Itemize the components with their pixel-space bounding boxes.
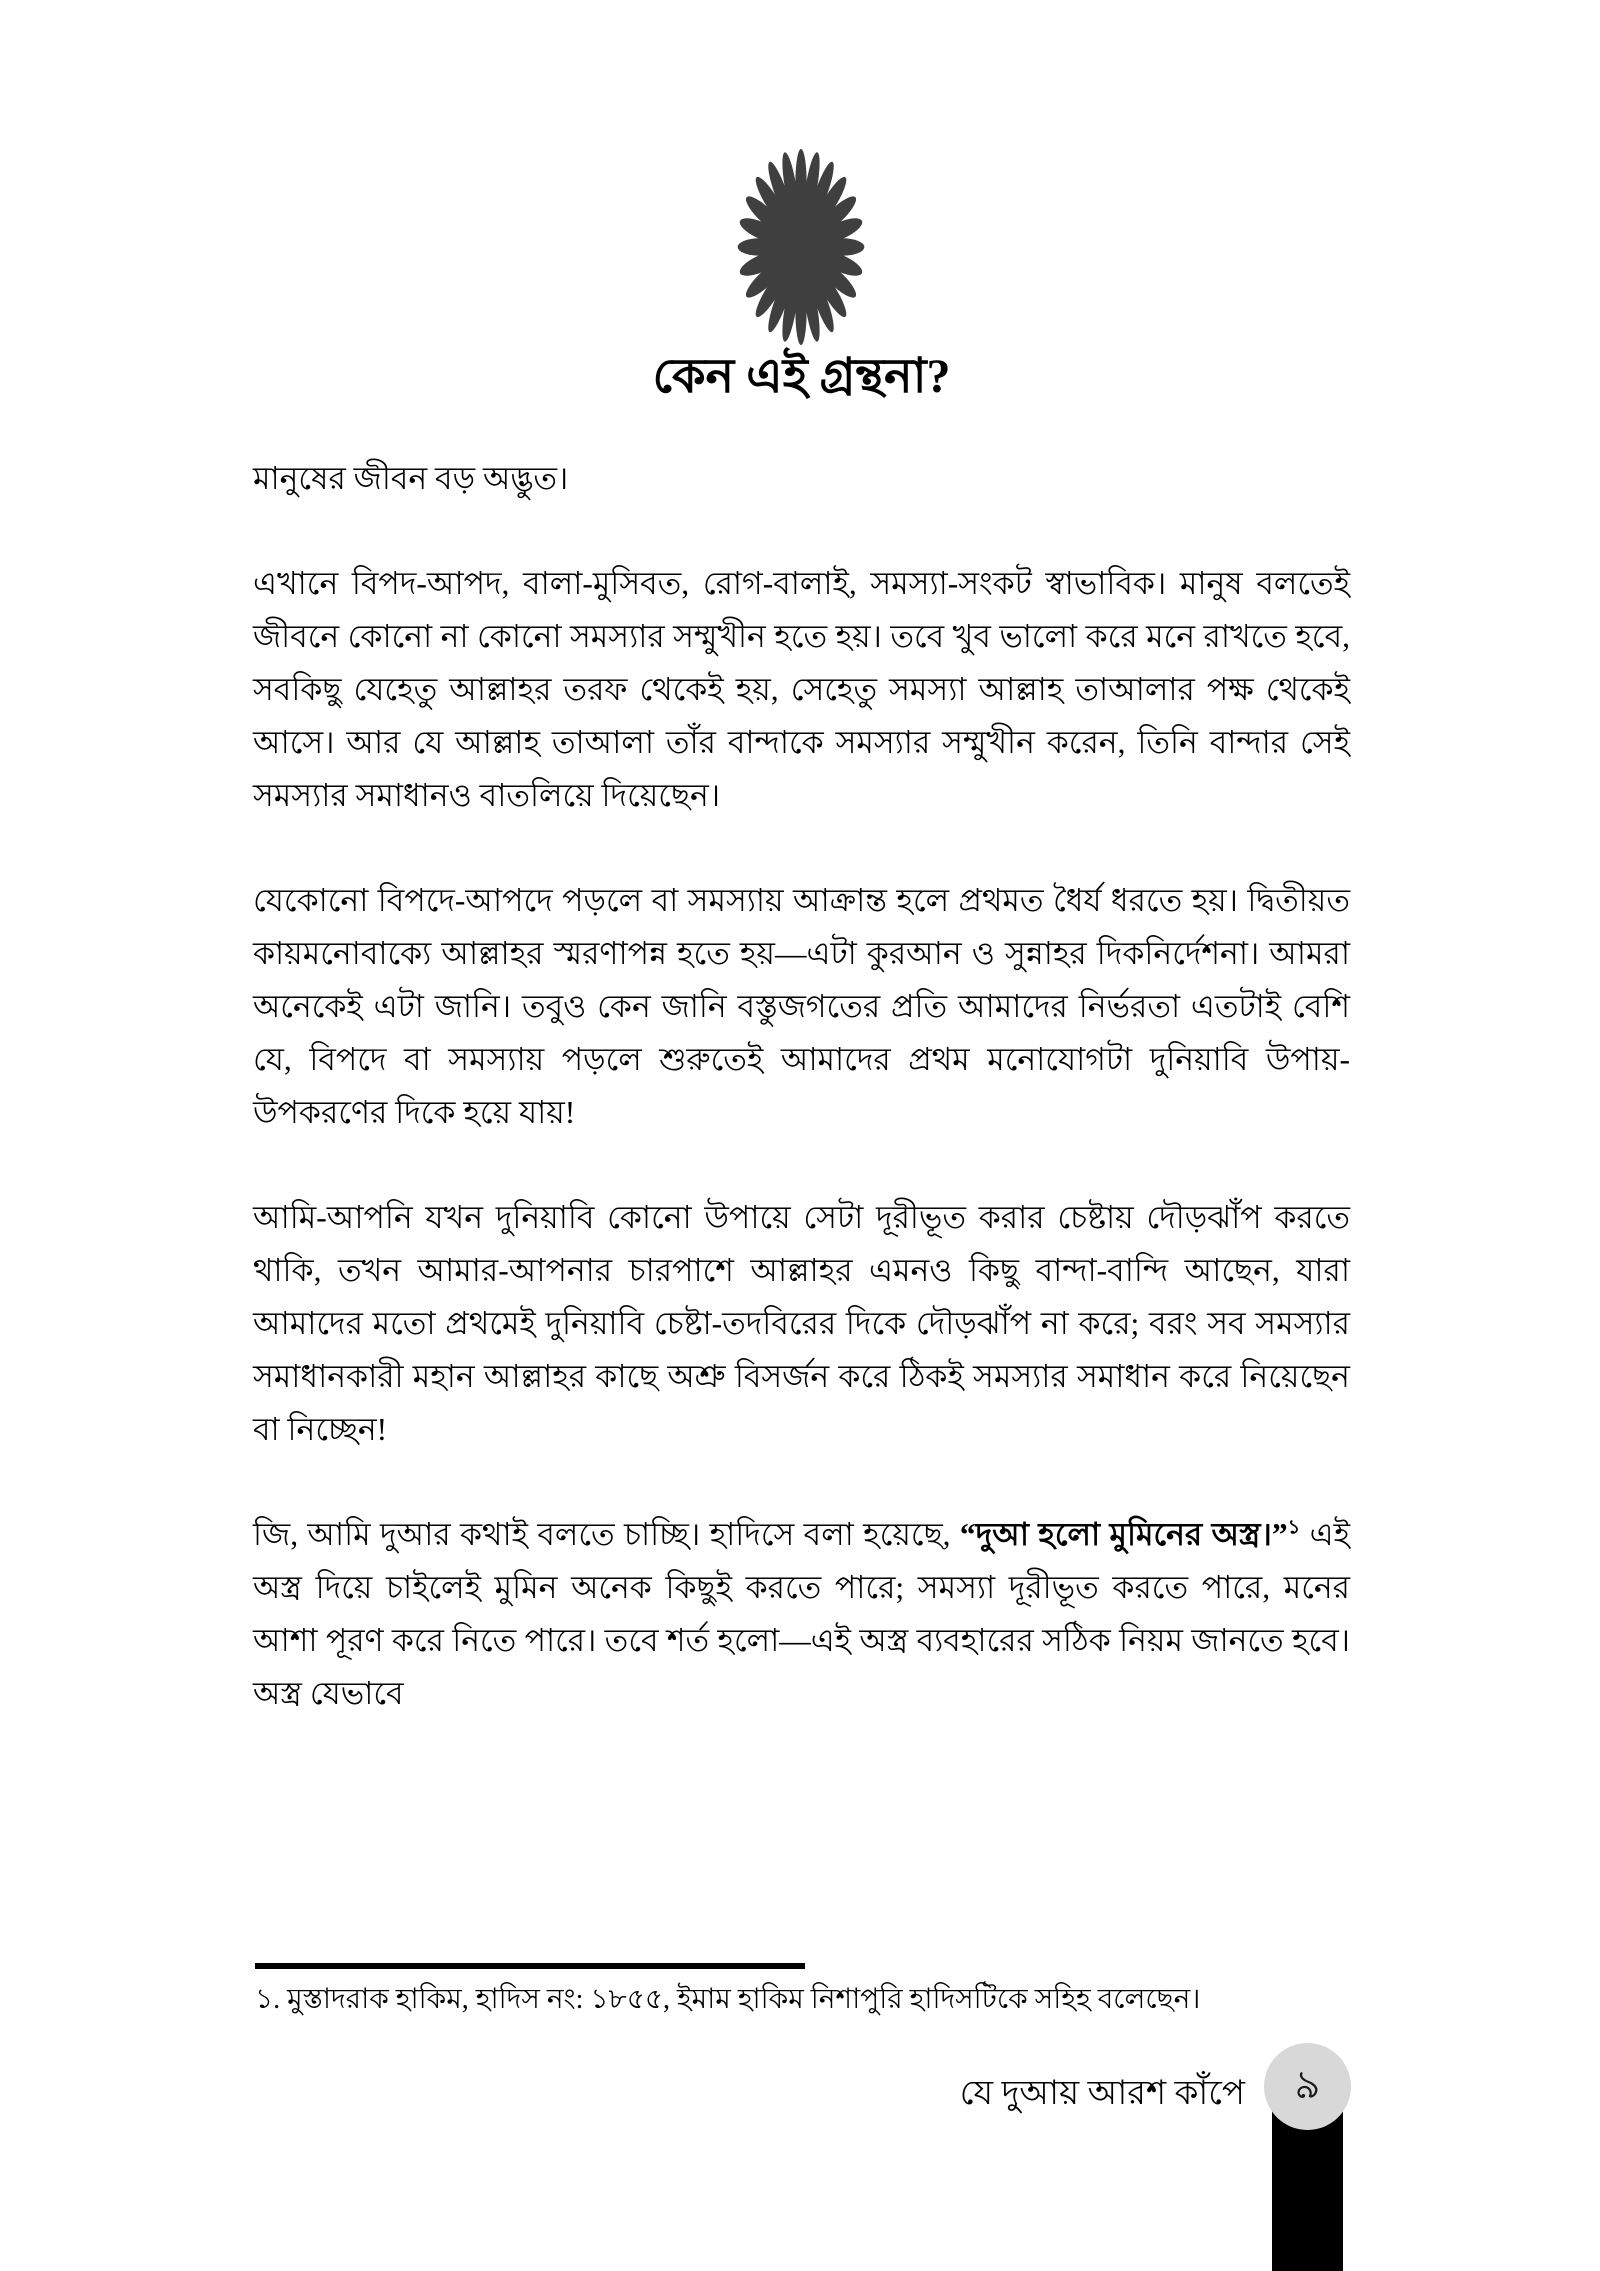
paragraph-1: মানুষের জীবন বড় অদ্ভুত।: [253, 461, 569, 496]
paragraph-4: আমি-আপনি যখন দুনিয়াবি কোনো উপায়ে সেটা দূরীভূত করার চেষ্টায় দৌড়ঝাঁপ করতে থাকি, তখন আমার-আপনার চারপাশে আল্লাহর এমনও কিছু বান্দা-বান্দি আছেন, যারা আমাদের মতো প্রথমেই দুনিয়াবি চেষ্টা-তদবিরের দিকে দৌড়ঝাঁপ না করে; বরং সব সমস্যার সমাধানকারী মহান আল্লাহর কাছে অশ্রু বিসর্জন করে ঠিকই সমস্যার সমাধান করে নিয়েছেন বা নিচ্ছেন!: [253, 1200, 1350, 1447]
page-number: ৯: [1294, 2062, 1321, 2107]
paragraph-3: যেকোনো বিপদে-আপদে পড়লে বা সমস্যায় আক্রান্ত হলে প্রথমত ধৈর্য ধরতে হয়। দ্বিতীয়ত কায়মনোবাক্যে আল্লাহর স্মরণাপন্ন হতে হয়—এটা কুরআন ও সুন্নাহর দিকনির্দেশনা। আমরা অনেকেই এটা জানি। তবুও কেন জানি বস্তুজগতের প্রতি আমাদের নির্ভরতা এতটাই বেশি যে, বিপদে বা সমস্যায় পড়লে শুরুতেই আমাদের প্রথম মনোযোগটা দুনিয়াবি উপায়-উপকরণের দিকে হয়ে যায়!: [253, 883, 1350, 1130]
paragraph-5: [253, 1508, 1350, 1720]
chapter-title: কেন এই গ্রন্থনা?: [652, 350, 951, 403]
paragraph-5-lead: জি, আমি দুআর কথাই বলতে চাচ্ছি। হাদিসে বলা হয়েছে,: [253, 1517, 960, 1552]
rosette-icon: [737, 148, 865, 346]
paragraph-2: এখানে বিপদ-আপদ, বালা-মুসিবত, রোগ-বালাই, সমস্যা-সংকট স্বাভাবিক। মানুষ বলতেই জীবনে কোনো না কোনো সমস্যার সম্মুখীন হতে হয়। তবে খুব ভালো করে মনে রাখতে হবে, সবকিছু যেহেতু আল্লাহর তরফ থেকেই হয়, সেহেতু সমস্যা আল্লাহ তাআলার পক্ষ থেকেই আসে। আর যে আল্লাহ তাআলা তাঁর বান্দাকে সমস্যার সম্মুখীন করেন, তিনি বান্দার সেই সমস্যার সমাধানও বাতলিয়ে দিয়েছেন।: [253, 566, 1350, 813]
page-number-badge: [1264, 2043, 1351, 2130]
footnote-divider: [255, 1963, 805, 1969]
footnote-text: ১. মুস্তাদরাক হাকিম, হাদিস নং: ১৮৫৫, ইমাম হাকিম নিশাপুরি হাদিসটিকে সহিহ বলেছেন।: [255, 1984, 1201, 2015]
paragraph-5-rest: এই অস্ত্র দিয়ে চাইলেই মুমিন অনেক কিছুই করতে পারে; সমস্যা দূরীভূত করতে পারে, মনের আশা পূরণ করে নিতে পারে। তবে শর্ত হলো—এই অস্ত্র ব্যবহারের সঠিক নিয়ম জানতে হবে। অস্ত্র যেভাবে: [253, 1517, 1350, 1711]
running-footer-book-title: যে দুআয় আরশ কাঁপে: [959, 2075, 1245, 2112]
hadith-quote: “দুআ হলো মুমিনের অস্ত্র।”: [959, 1517, 1288, 1552]
body-text: [253, 452, 1350, 1720]
footnote-marker: ১: [1287, 1517, 1301, 1539]
